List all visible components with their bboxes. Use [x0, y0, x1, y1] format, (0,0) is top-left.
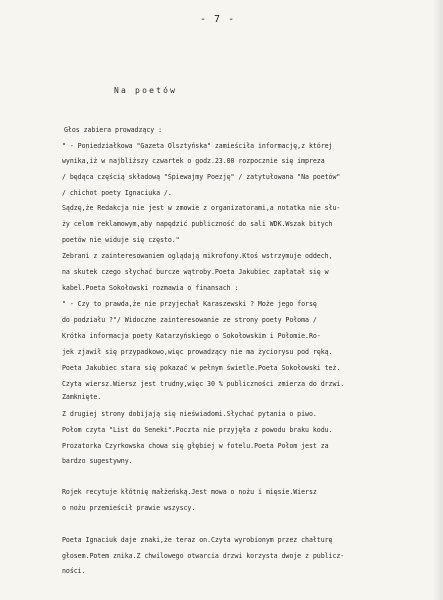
text-line: Poeta Jakubiec stara się pokazać w pełnym świetle.Poeta Sokołowski też.	[62, 364, 341, 372]
text-line: / będąca częścią składową "Śpiewajmy Poezję" / zatytułowana "Na poetów"	[62, 173, 341, 181]
text-line: poetów nie widuje się często."	[62, 236, 180, 244]
text-line: Rojek recytuje kłótnię małżeńską.Jest mowa o nożu i mięsie.Wiersz	[62, 488, 317, 496]
text-line: Sądzę,że Redakcja nie jest w zmowie z organizatorami,a notatka nie słu-	[62, 204, 341, 212]
text-line: Prozatorka Czyrkowska chowa się głębiej w fotelu.Poeta Połom jest za	[62, 442, 329, 450]
text-line: Czyta wiersz.Wiersz jest trudny,więc 30 % publiczności zmierza do drzwi.	[62, 380, 345, 388]
text-line: Połom czyta "List do Seneki".Poczta nie przyjęła z powodu braku kodu.	[62, 426, 333, 434]
text-line: Zamknięte.	[62, 393, 102, 401]
text-line: bardzo sugestywny.	[62, 457, 133, 465]
text-line: ności.	[62, 567, 86, 575]
text-line: wynika,iż w najbliższy czwartek o godz.23.00 rozpocznie się impreza	[62, 157, 325, 165]
page-title: Na poetów	[114, 86, 178, 95]
text-line: głosem.Potem znika.Z chwilowego otwarcia drzwi korzysta dwoje z publicz-	[62, 552, 345, 560]
text-line: na skutek czego słychać burcze wątroby.Poeta Jakubiec zapłatał się w	[62, 268, 329, 276]
text-line: / chichot poety Ignaciuka /.	[62, 189, 172, 197]
text-line: Głos zabiera prowadzący :	[64, 126, 162, 134]
page-edge-shadow	[433, 0, 443, 600]
text-line: Zebrani z zainteresowaniem oglądają mikrofony.Ktoś wstrzymuje oddech,	[62, 252, 333, 260]
text-line: " - Poniedziałkowa "Gazeta Olsztyńska" zamieściła informację,z której	[62, 142, 333, 150]
text-line: ży celom reklamowym,aby napędzić publiczność do sali WDK.Wszak bitych	[62, 220, 333, 228]
text-line: Z drugiej strony dobijają się nieświadomi.Słychać pytania o piwo.	[62, 410, 317, 418]
text-line: kabel.Poeta Sokołowski rozmawia o finansach :	[62, 284, 239, 292]
text-line: " - Czy to prawda,że nie przyjechał Karaszewski ? Może jego forsę	[62, 300, 317, 308]
text-line: do podziału ?"/ Widoczne zainteresowanie ze strony poety Połoma /	[62, 316, 317, 324]
text-line: Poeta Ignaciuk daje znaki,że teraz on.Czyta wyrobionym przez chałturę	[62, 536, 333, 544]
text-line: o nożu przemieścił prawie wszyscy.	[62, 504, 196, 512]
text-line: jek zjawił się przypadkowo,więc prowadzący nie ma życiorysu pod ręką.	[62, 348, 333, 356]
page-number: - 7 -	[200, 14, 236, 25]
text-line: Krótka informacja poety Katarzyńskiego o Sokołowskim i Połomie.Ro-	[62, 332, 321, 340]
